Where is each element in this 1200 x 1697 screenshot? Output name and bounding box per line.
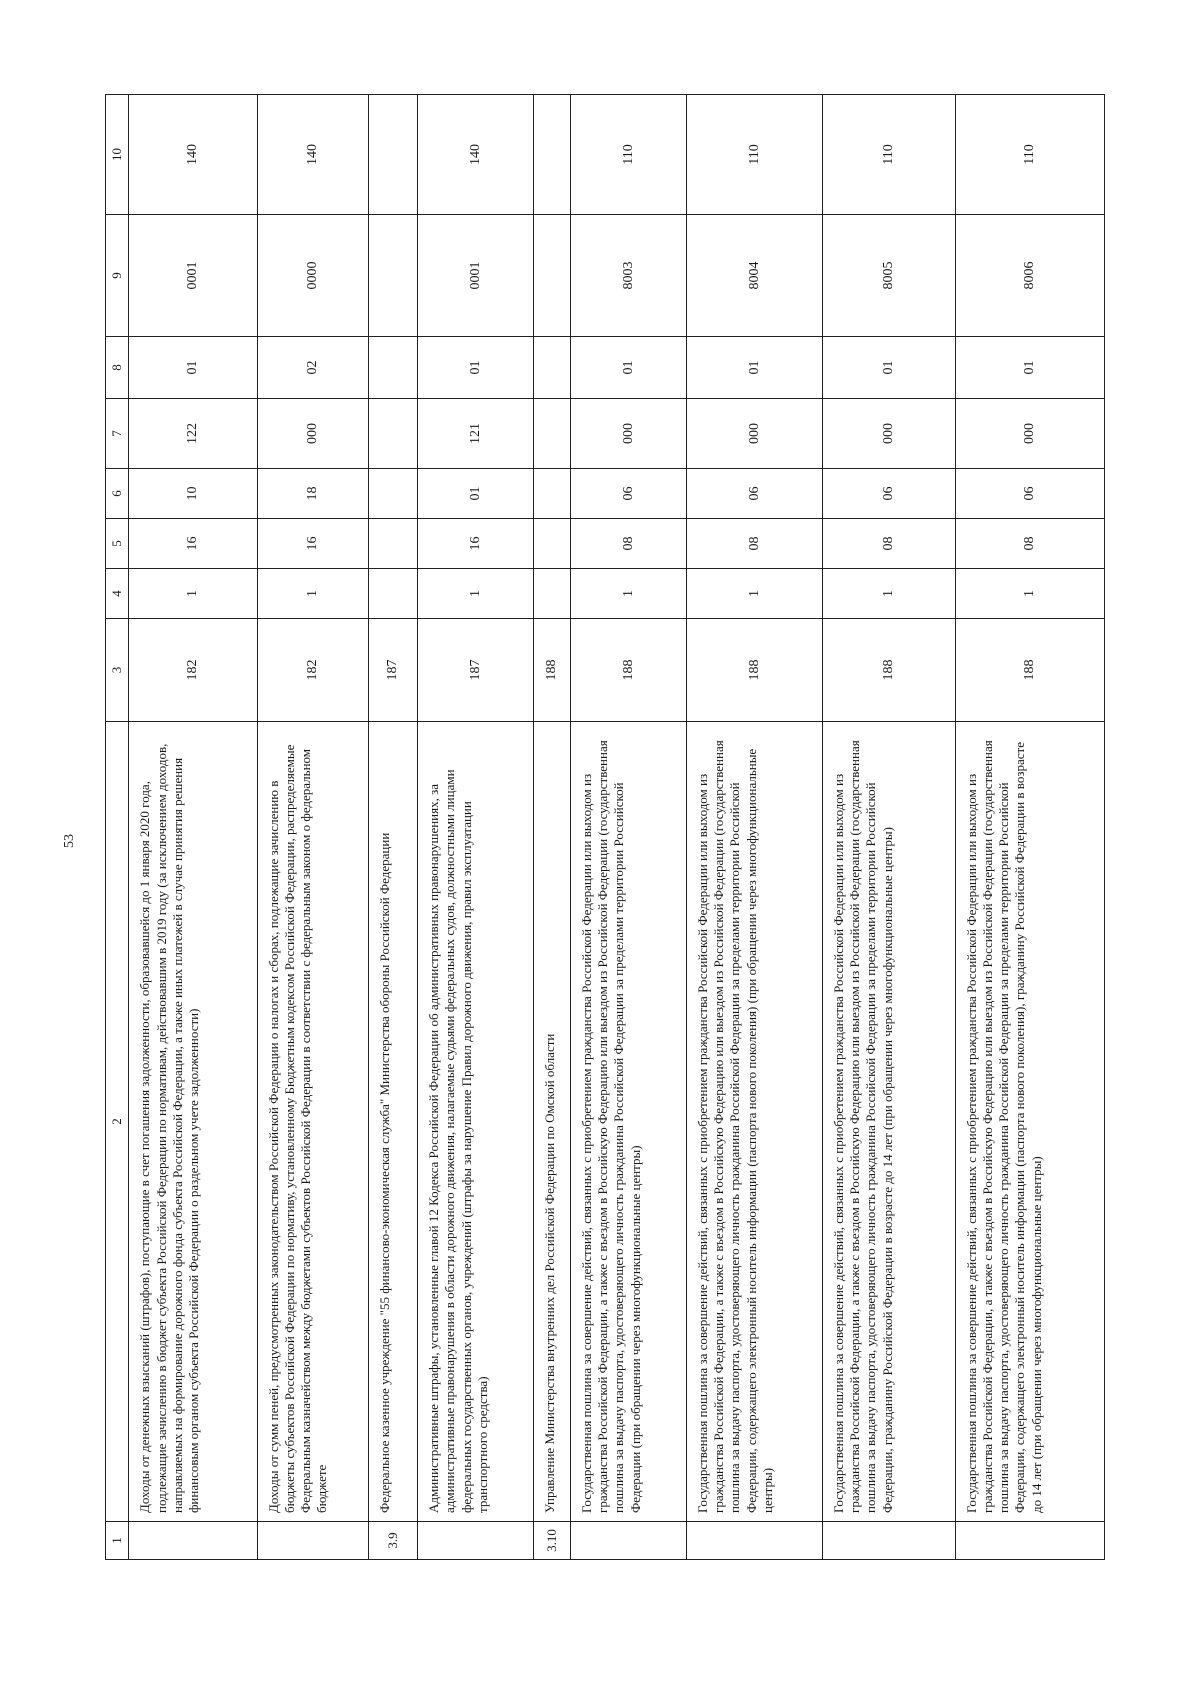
code-cell-c3: 188 [822, 619, 955, 722]
code-cell-c8 [369, 337, 418, 399]
column-header: 6 [106, 469, 129, 519]
code-cell-c7: 000 [686, 399, 822, 469]
code-cell-c7: 000 [570, 399, 686, 469]
code-cell-c3: 188 [570, 619, 686, 722]
column-header: 7 [106, 399, 129, 469]
code-cell-c3: 188 [534, 619, 571, 722]
code-cell-c10: 140 [129, 95, 257, 215]
row-number-cell [570, 1522, 686, 1560]
code-cell-c10: 140 [418, 95, 534, 215]
table-row [686, 95, 822, 1560]
rotated-table-container [105, 95, 1105, 1560]
code-cell-c4: 1 [257, 569, 369, 619]
code-cell-c8: 01 [955, 337, 1104, 399]
code-cell-c6: 06 [570, 469, 686, 519]
code-cell-c8: 01 [822, 337, 955, 399]
column-header: 4 [106, 569, 129, 619]
code-cell-c3: 187 [369, 619, 418, 722]
table-row [418, 95, 534, 1560]
code-cell-c6: 01 [418, 469, 534, 519]
table-row [534, 95, 571, 1560]
column-header: 10 [106, 95, 129, 215]
column-header: 3 [106, 619, 129, 722]
code-cell-c7 [534, 399, 571, 469]
description-cell: Управление Министерства внутренних дел Российской Федерации по Омской области [534, 722, 571, 1522]
table-row [369, 95, 418, 1560]
code-cell-c5: 16 [257, 519, 369, 569]
code-cell-c9 [534, 215, 571, 337]
header-row [106, 95, 129, 1560]
code-cell-c9: 0001 [418, 215, 534, 337]
code-cell-c4: 1 [418, 569, 534, 619]
row-number-cell [418, 1522, 534, 1560]
code-cell-c6: 18 [257, 469, 369, 519]
code-cell-c6 [369, 469, 418, 519]
code-cell-c5: 08 [822, 519, 955, 569]
code-cell-c5 [534, 519, 571, 569]
code-cell-c8: 01 [686, 337, 822, 399]
code-cell-c4: 1 [686, 569, 822, 619]
code-cell-c5: 08 [686, 519, 822, 569]
page-number: 53 [62, 834, 77, 848]
code-cell-c10: 110 [686, 95, 822, 215]
description-cell: Государственная пошлина за совершение действий, связанных с приобретением гражданства Российской Федерации или выходом из гражданства Российской Федерации, а также с въездом в Российскую Федерацию или выездом из Российской Федерации (государственная пошлина за выдачу паспорта, удостоверяющего личность гражданина Российской Федерации за пределами территории Российской Федерации (при обращении через многофункциональные центры) [570, 722, 686, 1522]
code-cell-c5: 16 [129, 519, 257, 569]
row-number-cell [129, 1522, 257, 1560]
code-cell-c6: 06 [686, 469, 822, 519]
column-header: 9 [106, 215, 129, 337]
code-cell-c4: 1 [129, 569, 257, 619]
code-cell-c5: 16 [418, 519, 534, 569]
code-cell-c4 [369, 569, 418, 619]
code-cell-c9: 8004 [686, 215, 822, 337]
description-cell: Федеральное казенное учреждение "55 финансово-экономическая служба" Министерства обороны Российской Федерации [369, 722, 418, 1522]
code-cell-c3: 187 [418, 619, 534, 722]
code-cell-c9 [369, 215, 418, 337]
table-row [822, 95, 955, 1560]
code-cell-c6: 06 [822, 469, 955, 519]
code-cell-c8: 01 [570, 337, 686, 399]
code-cell-c3: 182 [257, 619, 369, 722]
description-cell: Административные штрафы, установленные главой 12 Кодекса Российской Федерации об административных правонарушениях, за административные правонарушения в области дорожного движения, налагаемые судьями федеральных судов, должностными лицами федеральных государственных органов, учреждений (штрафы за нарушение Правил дорожного движения, правил эксплуатации транспортного средства) [418, 722, 534, 1522]
code-cell-c9: 8003 [570, 215, 686, 337]
code-cell-c9: 8006 [955, 215, 1104, 337]
code-cell-c4: 1 [570, 569, 686, 619]
row-number-cell: 3.9 [369, 1522, 418, 1560]
column-header: 8 [106, 337, 129, 399]
code-cell-c9: 8005 [822, 215, 955, 337]
budget-codes-table [105, 94, 1105, 1560]
code-cell-c10: 110 [822, 95, 955, 215]
description-cell: Доходы от сумм пеней, предусмотренных законодательством Российской Федерации о налогах и сборах, подлежащие зачислению в бюджеты субъектов Российской Федерации по нормативу, установленному Бюджетным кодексом Российской Федерации, распределяемые Федеральным казначейством между бюджетами субъектов Российской Федерации в соответствии с федеральным законом о федеральном бюджете [257, 722, 369, 1522]
column-header: 2 [106, 722, 129, 1522]
code-cell-c9: 0001 [129, 215, 257, 337]
table-row [570, 95, 686, 1560]
code-cell-c6 [534, 469, 571, 519]
code-cell-c8 [534, 337, 571, 399]
code-cell-c10: 140 [257, 95, 369, 215]
code-cell-c4 [534, 569, 571, 619]
code-cell-c8: 02 [257, 337, 369, 399]
code-cell-c6: 06 [955, 469, 1104, 519]
code-cell-c5: 08 [955, 519, 1104, 569]
row-number-cell [955, 1522, 1104, 1560]
code-cell-c7: 000 [257, 399, 369, 469]
table-row [129, 95, 257, 1560]
code-cell-c8: 01 [418, 337, 534, 399]
column-header: 1 [106, 1522, 129, 1560]
code-cell-c3: 188 [686, 619, 822, 722]
code-cell-c3: 182 [129, 619, 257, 722]
description-cell: Государственная пошлина за совершение действий, связанных с приобретением гражданства Российской Федерации или выходом из гражданства Российской Федерации, а также с въездом в Российскую Федерацию или выездом из Российской Федерации (государственная пошлина за выдачу паспорта, удостоверяющего личность гражданина Российской Федерации за пределами территории Российской Федерации, содержащего электронный носитель информации (паспорта нового поколения) (при обращении через многофункциональные центры) [686, 722, 822, 1522]
code-cell-c4: 1 [955, 569, 1104, 619]
row-number-cell: 3.10 [534, 1522, 571, 1560]
code-cell-c6: 10 [129, 469, 257, 519]
column-header: 5 [106, 519, 129, 569]
code-cell-c5 [369, 519, 418, 569]
code-cell-c10: 110 [955, 95, 1104, 215]
row-number-cell [686, 1522, 822, 1560]
row-number-cell [822, 1522, 955, 1560]
code-cell-c10 [534, 95, 571, 215]
description-cell: Государственная пошлина за совершение действий, связанных с приобретением гражданства Российской Федерации или выходом из гражданства Российской Федерации, а также с въездом в Российскую Федерацию или выездом из Российской Федерации (государственная пошлина за выдачу паспорта, удостоверяющего личность гражданина Российской Федерации за пределами территории Российской Федерации, содержащего электронный носитель информации (паспорта нового поколения), гражданину Российской Федерации в возрасте до 14 лет (при обращении через многофункциональные центры) [955, 722, 1104, 1522]
code-cell-c3: 188 [955, 619, 1104, 722]
code-cell-c10 [369, 95, 418, 215]
code-cell-c5: 08 [570, 519, 686, 569]
table-row [955, 95, 1104, 1560]
code-cell-c10: 110 [570, 95, 686, 215]
code-cell-c8: 01 [129, 337, 257, 399]
table-row [257, 95, 369, 1560]
code-cell-c4: 1 [822, 569, 955, 619]
code-cell-c7: 121 [418, 399, 534, 469]
code-cell-c7: 000 [822, 399, 955, 469]
code-cell-c9: 0000 [257, 215, 369, 337]
description-cell: Государственная пошлина за совершение действий, связанных с приобретением гражданства Российской Федерации или выходом из гражданства Российской Федерации, а также с въездом в Российскую Федерацию или выездом из Российской Федерации (государственная пошлина за выдачу паспорта, удостоверяющего личность гражданина Российской Федерации за пределами территории Российской Федерации, гражданину Российской Федерации в возрасте до 14 лет (при обращении через многофункциональные центры) [822, 722, 955, 1522]
row-number-cell [257, 1522, 369, 1560]
code-cell-c7: 000 [955, 399, 1104, 469]
code-cell-c7 [369, 399, 418, 469]
description-cell: Доходы от денежных взысканий (штрафов), поступающие в счет погашения задолженности, образовавшейся до 1 января 2020 года, подлежащие зачислению в бюджет субъекта Российской Федерации по нормативам, действовавшим в 2019 году (за исключением доходов, направляемых на формирование дорожного фонда субъекта Российской Федерации, а также иных платежей в случае принятия решения финансовым органом субъекта Российской Федерации о раздельном учете задолженности) [129, 722, 257, 1522]
code-cell-c7: 122 [129, 399, 257, 469]
